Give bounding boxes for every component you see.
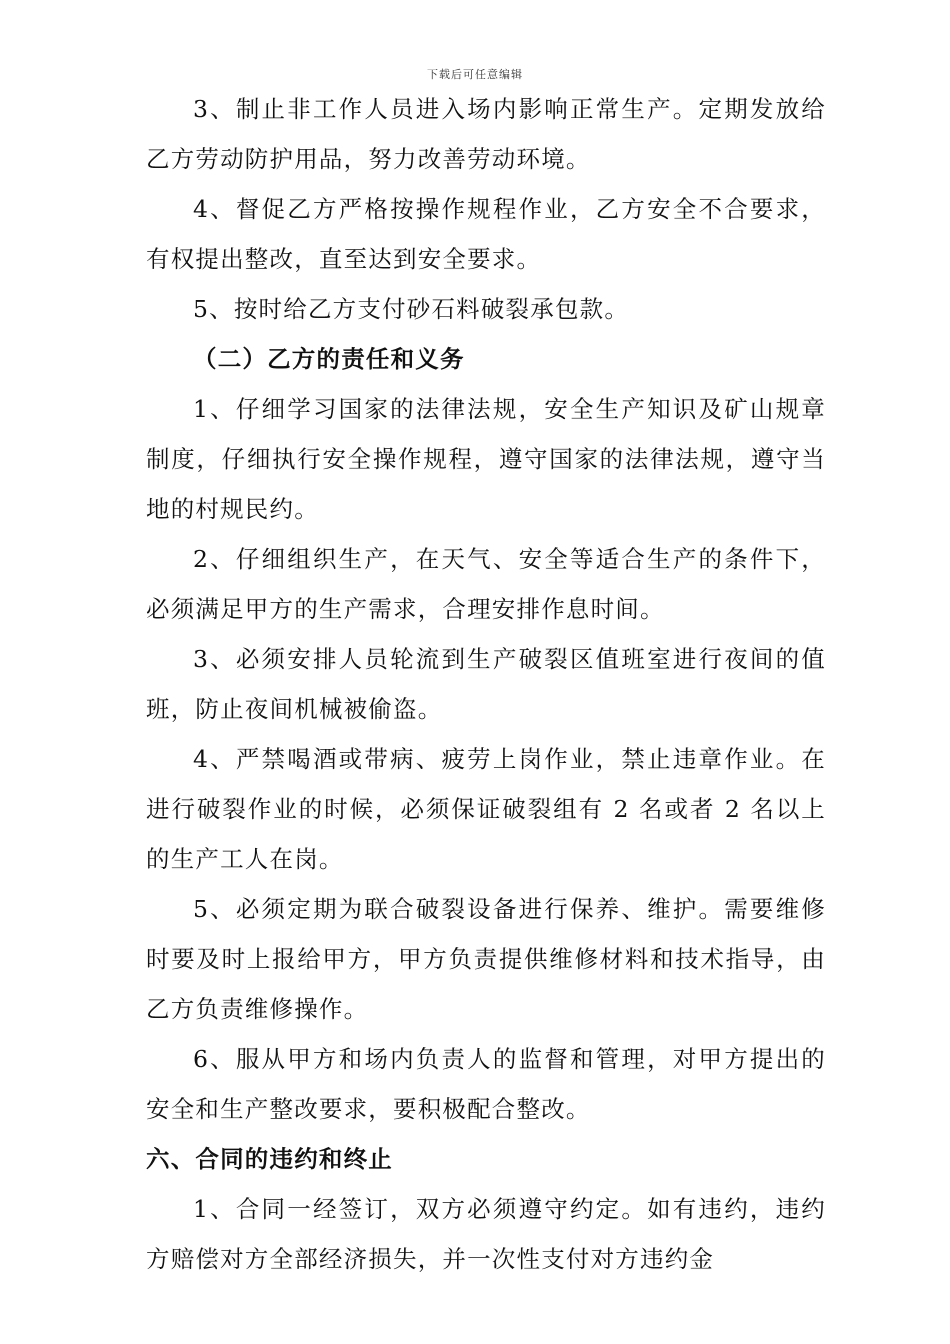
paragraph-b2: 2、仔细组织生产，在天气、安全等适合生产的条件下，必须满足甲方的生产需求，合理安排作息时间。 <box>146 545 826 623</box>
document-body <box>146 84 826 1284</box>
paragraph-a3: 3、制止非工作人员进入场内影响正常生产。定期发放给乙方劳动防护用品，努力改善劳动环境。 <box>146 95 826 173</box>
paragraph-b1: 1、仔细学习国家的法律法规，安全生产知识及矿山规章制度，仔细执行安全操作规程，遵守国家的法律法规，遵守当地的村规民约。 <box>146 395 826 523</box>
paragraph-a5: 5、按时给乙方支付砂石料破裂承包款。 <box>193 295 630 323</box>
header-note: 下载后可任意编辑 <box>427 68 523 81</box>
paragraph-c1: 1、合同一经签订，双方必须遵守约定。如有违约，违约方赔偿对方全部经济损失，并一次性支付对方违约金 <box>146 1195 826 1273</box>
paragraph-b5: 5、必须定期为联合破裂设备进行保养、维护。需要维修时要及时上报给甲方，甲方负责提供维修材料和技术指导，由乙方负责维修操作。 <box>146 895 826 1023</box>
subheading-party-b-duties: （二）乙方的责任和义务 <box>193 345 465 373</box>
section-heading-breach-termination: 六、合同的违约和终止 <box>146 1145 393 1173</box>
paragraph-b6: 6、服从甲方和场内负责人的监督和管理，对甲方提出的安全和生产整改要求，要积极配合整改。 <box>146 1045 826 1123</box>
paragraph-b3: 3、必须安排人员轮流到生产破裂区值班室进行夜间的值班，防止夜间机械被偷盗。 <box>146 645 826 723</box>
paragraph-b4: 4、严禁喝酒或带病、疲劳上岗作业，禁止违章作业。在进行破裂作业的时候，必须保证破裂组有 2 名或者 2 名以上的生产工人在岗。 <box>146 745 826 873</box>
paragraph-a4: 4、督促乙方严格按操作规程作业，乙方安全不合要求，有权提出整改，直至达到安全要求。 <box>146 195 826 273</box>
